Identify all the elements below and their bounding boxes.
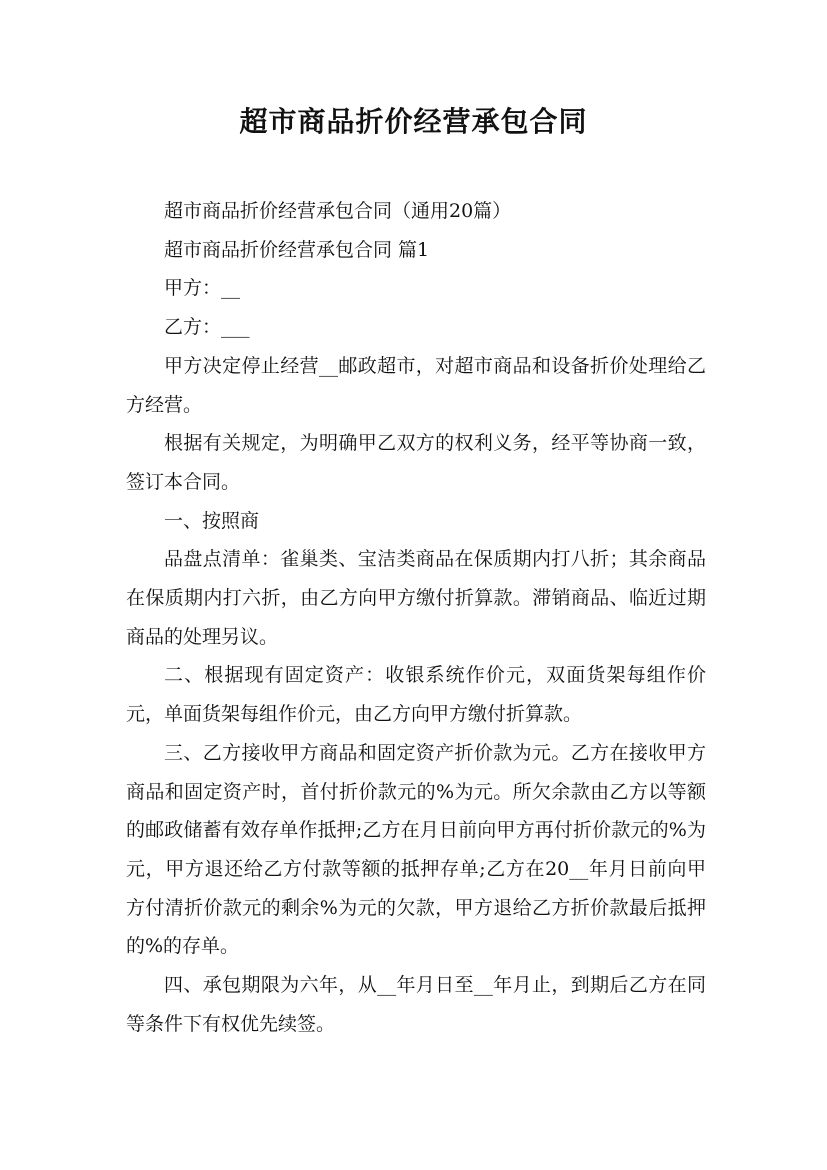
clause-heading: 一、按照商 — [164, 509, 260, 532]
document-title: 超市商品折价经营承包合同 — [239, 105, 588, 138]
body-paragraph: 品盘点清单：雀巢类、宝洁类商品在保质期内打八折；其余商品在保质期内打六折，由乙方向甲方缴付折算款。滞销商品、临近过期商品的处理另议。 — [126, 548, 706, 648]
section-heading: 超市商品折价经营承包合同 篇1 — [164, 238, 430, 261]
clause-paragraph: 四、承包期限为六年，从__年月日至__年月止，到期后乙方在同等条件下有权优先续签。 — [126, 974, 706, 1035]
party-b-line: 乙方：___ — [164, 316, 250, 339]
clause-paragraph: 二、根据现有固定资产：收银系统作价元，双面货架每组作价元，单面货架每组作价元，由乙方向甲方缴付折算款。 — [126, 664, 706, 726]
subtitle-paragraph: 超市商品折价经营承包合同（通用20篇） — [164, 200, 512, 222]
party-a-line: 甲方：__ — [164, 277, 241, 300]
document-body — [126, 192, 706, 1043]
body-paragraph: 甲方决定停止经营__邮政超市，对超市商品和设备折价处理给乙方经营。 — [126, 354, 706, 416]
body-paragraph: 根据有关规定，为明确甲乙双方的权利义务，经平等协商一致，签订本合同。 — [126, 432, 706, 493]
clause-paragraph: 三、乙方接收甲方商品和固定资产折价款为元。乙方在接收甲方商品和固定资产时，首付折价款元的%为元。所欠余款由乙方以等额的邮政储蓄有效存单作抵押;乙方在月日前向甲方再付折价款元的%为元，甲方退还给乙方付款等额的抵押存单;乙方在20__年月日前向甲方付清折价款元的剩余%为元的欠款，甲方退给乙方折价款最后抵押的%的存单。 — [126, 741, 706, 958]
